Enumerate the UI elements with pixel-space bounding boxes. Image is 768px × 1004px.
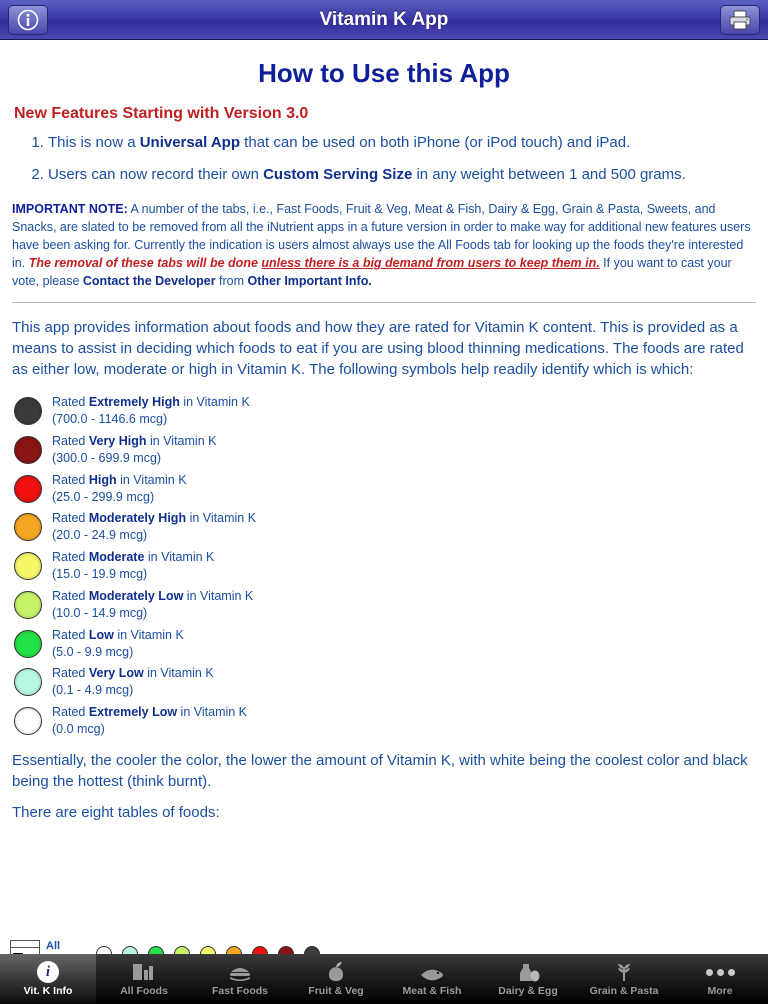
feature-1-pre: This is now a	[48, 134, 140, 151]
print-button[interactable]	[720, 5, 760, 35]
list-item	[14, 627, 758, 661]
rating-pre: Rated	[52, 511, 89, 526]
tab-label: Vit. K Info	[23, 985, 73, 997]
grain-pasta-icon	[611, 961, 637, 983]
list-item	[14, 665, 758, 699]
tab-meat-fish[interactable]	[384, 954, 480, 1004]
feature-2-post: in any weight between 1 and 500 grams.	[412, 166, 686, 184]
rating-post: in Vitamin K	[116, 472, 187, 487]
divider	[12, 302, 756, 303]
feature-2-pre: Users can now record their own	[48, 166, 264, 184]
rating-label	[52, 665, 214, 699]
info-icon	[17, 9, 39, 31]
rating-post: in Vitamin K	[143, 666, 214, 681]
important-note	[12, 200, 758, 291]
tab-label: Fast Foods	[211, 985, 268, 997]
new-features-heading: New Features Starting with Version 3.0	[14, 105, 309, 122]
rating-post: in Vitamin K	[177, 705, 248, 720]
intro-paragraph: This app provides information about foods and how they are rated for Vitamin K content. This is provided as a means to assist in deciding which foods to eat if you are using blood thinning medications. The foods are rated as either low, moderate or high in Vitamin K. The following symbols help readily identify which is which:	[12, 319, 744, 379]
closing-paragraph: Essentially, the cooler the color, the lower the amount of Vitamin K, with white being the coolest color and black being the hottest (think burnt).	[12, 751, 748, 790]
rating-pre: Rated	[52, 550, 89, 565]
rating-label	[52, 704, 247, 738]
rating-range: (5.0 - 9.9 mcg)	[52, 644, 134, 659]
list-item	[48, 133, 758, 153]
rating-post: in Vitamin K	[179, 395, 250, 410]
meat-fish-icon	[418, 961, 446, 983]
rating-pre: Rated	[52, 588, 89, 603]
important-note-label: IMPORTANT NOTE:	[12, 201, 128, 216]
rating-pre: Rated	[52, 627, 89, 642]
navigation-bar	[0, 0, 768, 40]
info-button[interactable]	[8, 5, 48, 35]
feature-2-bold: Custom Serving Size	[263, 166, 413, 184]
rating-name: Moderately Low	[88, 588, 184, 603]
tab-label: All Foods	[120, 985, 168, 997]
rating-name: Moderately High	[88, 511, 187, 526]
rating-swatch-low	[14, 630, 42, 658]
info-icon: i	[37, 961, 59, 983]
list-item	[14, 588, 758, 622]
how-to-use-heading: How to Use this App	[258, 58, 510, 88]
rating-range: (25.0 - 299.9 mcg)	[52, 489, 155, 504]
rating-range: (0.1 - 4.9 mcg)	[52, 683, 134, 698]
rating-label	[52, 627, 184, 661]
rating-pre: Rated	[52, 705, 89, 720]
list-item	[14, 704, 758, 738]
rating-label	[52, 472, 187, 506]
tab-fruit-veg[interactable]	[288, 954, 384, 1004]
list-item	[14, 549, 758, 583]
list-item	[48, 165, 758, 185]
features-list	[10, 133, 758, 186]
more-dots-icon	[706, 961, 735, 983]
rating-swatch-moderately-high	[14, 513, 42, 541]
main-content	[0, 40, 768, 966]
fruit-veg-icon	[323, 961, 349, 983]
rating-name: Very High	[88, 433, 147, 448]
rating-pre: Rated	[52, 433, 89, 448]
tab-dairy-egg[interactable]	[480, 954, 576, 1004]
tab-label: Grain & Pasta	[589, 985, 659, 997]
tab-more[interactable]	[672, 954, 768, 1004]
tab-all-foods[interactable]	[96, 954, 192, 1004]
rating-range: (10.0 - 14.9 mcg)	[52, 605, 148, 620]
rating-name: Moderate	[88, 550, 145, 565]
all-foods-icon	[131, 961, 157, 983]
ratings-legend	[14, 394, 758, 738]
rating-range: (700.0 - 1146.6 mcg)	[52, 412, 168, 426]
rating-swatch-very-high	[14, 436, 42, 464]
tab-label: Fruit & Veg	[308, 985, 364, 997]
rating-pre: Rated	[52, 395, 89, 410]
rating-post: in Vitamin K	[144, 550, 215, 565]
other-important-info-link[interactable]: Other Important Info.	[247, 274, 372, 288]
tab-label: Dairy & Egg	[498, 985, 558, 997]
rating-swatch-extremely-high	[14, 397, 42, 425]
rating-swatch-moderately-low	[14, 591, 42, 619]
important-note-warning-underline: unless there is a big demand from users to keep them in.	[261, 255, 600, 270]
tab-label: More	[707, 985, 733, 997]
list-item	[14, 433, 758, 467]
rating-swatch-extremely-low	[14, 707, 42, 735]
tab-grain-pasta[interactable]	[576, 954, 672, 1004]
rating-label	[52, 394, 250, 428]
feature-1-post: that can be used on both iPhone (or iPod touch) and iPad.	[240, 134, 631, 151]
important-note-body: A number of the tabs, i.e., Fast Foods, Fruit & Veg, Meat & Fish, Dairy & Egg, Grain & Pasta, Sweets, and Snacks, are slated to be removed from all the iNutrient apps in a future version in order to make way for additional new features users have been asking for. Currently the indication is users almost always use the All Foods tab for looking up the foods they're interested in.	[12, 201, 751, 270]
rating-range: (0.0 mcg)	[52, 722, 105, 736]
important-note-warning: The removal of these tabs will be done	[28, 255, 262, 270]
tab-label: Meat & Fish	[402, 985, 462, 997]
printer-icon	[728, 9, 752, 31]
contact-developer-link[interactable]: Contact the Developer	[82, 274, 216, 288]
page-title: Vitamin K App	[319, 8, 449, 30]
dairy-egg-icon	[515, 961, 541, 983]
rating-swatch-moderate	[14, 552, 42, 580]
list-item	[14, 394, 758, 428]
fast-foods-icon	[227, 961, 253, 983]
rating-label	[52, 433, 216, 467]
feature-1-bold: Universal App	[139, 134, 241, 151]
rating-range: (20.0 - 24.9 mcg)	[52, 528, 148, 543]
rating-name: Extremely High	[88, 395, 180, 410]
rating-pre: Rated	[52, 666, 89, 681]
tables-intro: There are eight tables of foods:	[12, 803, 220, 821]
list-item	[14, 472, 758, 506]
rating-name: Low	[88, 627, 114, 642]
rating-range: (15.0 - 19.9 mcg)	[52, 567, 148, 581]
rating-label	[52, 510, 256, 544]
tab-vit-k-info[interactable]	[0, 954, 96, 1004]
important-note-body2: If you want to cast your vote, please	[12, 255, 732, 288]
list-item	[14, 510, 758, 544]
rating-post: in Vitamin K	[113, 627, 184, 642]
rating-pre: Rated	[52, 472, 89, 487]
rating-name: Extremely Low	[88, 705, 178, 720]
rating-swatch-high	[14, 475, 42, 503]
mini-all-label: All	[46, 940, 61, 952]
rating-label	[52, 588, 253, 622]
rating-label	[52, 549, 214, 583]
tab-bar	[0, 954, 768, 1004]
rating-post: in Vitamin K	[186, 511, 257, 526]
tab-fast-foods[interactable]	[192, 954, 288, 1004]
rating-post: in Vitamin K	[183, 588, 254, 603]
rating-post: in Vitamin K	[146, 433, 217, 448]
rating-range: (300.0 - 699.9 mcg)	[52, 450, 162, 465]
rating-name: Very Low	[88, 666, 144, 681]
rating-name: High	[88, 472, 117, 487]
important-note-body3: from	[215, 274, 248, 288]
rating-swatch-very-low	[14, 668, 42, 696]
